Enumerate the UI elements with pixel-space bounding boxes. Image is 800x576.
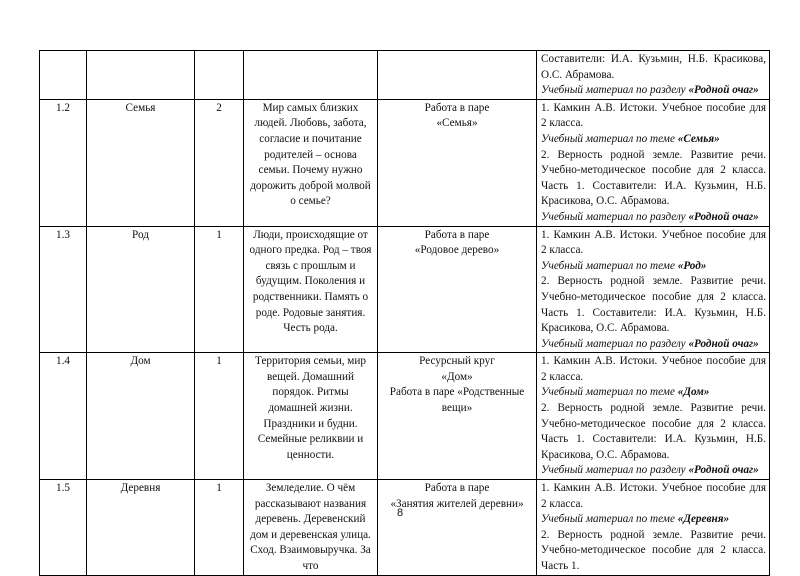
activity-line: Работа в паре <box>424 482 490 495</box>
source-1: 1. Камкин А.В. Истоки. Учебное пособие для 2 класса. <box>541 228 766 257</box>
source-1: 1. Камкин А.В. Истоки. Учебное пособие для 2 класса. <box>541 355 766 383</box>
theme-note: Учебный материал по теме «Семья» <box>541 132 720 145</box>
table-row <box>40 353 770 480</box>
activity-line: Работа в паре «Родственные вещи» <box>389 386 525 415</box>
theme-note: Учебный материал по теме «Род» <box>541 259 707 272</box>
lesson-topic: Род <box>87 226 195 353</box>
lesson-activity <box>378 480 537 576</box>
lesson-content: Люди, происходящие от одного предка. Род – твоя связь с прошлым и будущим. Поколения и родственники. Память о роде. Родовые занятия. Честь рода. <box>244 226 378 353</box>
lesson-activity <box>378 99 537 226</box>
activity-line: Работа в паре <box>424 101 490 114</box>
lesson-topic: Семья <box>87 99 195 226</box>
lesson-activity <box>378 353 537 480</box>
theme-note: Учебный материал по теме «Дом» <box>541 386 710 399</box>
lesson-hours: 1 <box>195 226 244 353</box>
page-number: 8 <box>396 507 404 519</box>
sources-cell <box>537 51 770 100</box>
lesson-topic: Дом <box>87 353 195 480</box>
lesson-number: 1.5 <box>40 480 87 576</box>
source-1: 1. Камкин А.В. Истоки. Учебное пособие для 2 класса. <box>541 482 766 510</box>
lesson-number: 1.3 <box>40 226 87 353</box>
source-2: 2. Верность родной земле. Развитие речи. Учебно-методическое пособие для 2 класса. Часть 1. Составители: И.А. Кузьмин, Н.Б. Красикова, О.С. Абрамова. <box>541 275 766 335</box>
source-text: Составители: И.А. Кузьмин, Н.Б. Красикова, О.С. Абрамова. <box>541 53 766 81</box>
sources-cell <box>537 226 770 353</box>
source-2: 2. Верность родной земле. Развитие речи. Учебно-методическое пособие для 2 класса. Часть 1. Составители: И.А. Кузьмин, Н.Б. Красикова, О.С. Абрамова. <box>541 402 766 461</box>
activity-line: «Занятия жителей деревни» <box>390 497 524 510</box>
table-row <box>40 480 770 576</box>
lesson-hours: 2 <box>195 99 244 226</box>
lesson-content: Земледелие. О чём рассказывают названия деревень. Деревенский дом и деревенская улица. Сход. Взаимовыручка. За что <box>244 480 378 576</box>
section-note: Учебный материал по разделу «Родной очаг» <box>541 84 759 97</box>
curriculum-table <box>39 50 770 576</box>
lesson-hours: 1 <box>195 480 244 576</box>
section-note: Учебный материал по разделу «Родной очаг» <box>541 464 759 477</box>
table-row-continuation <box>40 51 770 100</box>
lesson-number: 1.4 <box>40 353 87 480</box>
table-row <box>40 99 770 226</box>
source-2: 2. Верность родной земле. Развитие речи. Учебно-методическое пособие для 2 класса. Часть 1. <box>541 528 766 572</box>
sources-cell <box>537 480 770 576</box>
activity-line: «Семья» <box>436 117 478 130</box>
lesson-content: Мир самых близких людей. Любовь, забота, согласие и почитание родителей – основа семьи. Почему нужно дорожить доброй молвой о семье? <box>244 99 378 226</box>
lesson-content: Территория семьи, мир вещей. Домашний порядок. Ритмы домашней жизни. Праздники и будни. Семейные реликвии и ценности. <box>244 353 378 480</box>
source-2: 2. Верность родной земле. Развитие речи. Учебно-методическое пособие для 2 класса. Часть 1. Составители: И.А. Кузьмин, Н.Б. Красикова, О.С. Абрамова. <box>541 148 766 208</box>
theme-note: Учебный материал по теме «Деревня» <box>541 513 730 526</box>
lesson-number: 1.2 <box>40 99 87 226</box>
activity-line: Ресурсный круг <box>419 355 495 368</box>
lesson-topic: Деревня <box>87 480 195 576</box>
sources-cell <box>537 353 770 480</box>
lesson-activity <box>378 226 537 353</box>
section-note: Учебный материал по разделу «Родной очаг» <box>541 210 759 223</box>
table-row <box>40 226 770 353</box>
section-note: Учебный материал по разделу «Родной очаг» <box>541 337 759 350</box>
source-1: 1. Камкин А.В. Истоки. Учебное пособие для 2 класса. <box>541 101 766 130</box>
activity-line: «Дом» <box>441 370 473 383</box>
activity-line: «Родовое дерево» <box>414 244 500 257</box>
lesson-hours: 1 <box>195 353 244 480</box>
activity-line: Работа в паре <box>424 228 490 241</box>
sources-cell <box>537 99 770 226</box>
